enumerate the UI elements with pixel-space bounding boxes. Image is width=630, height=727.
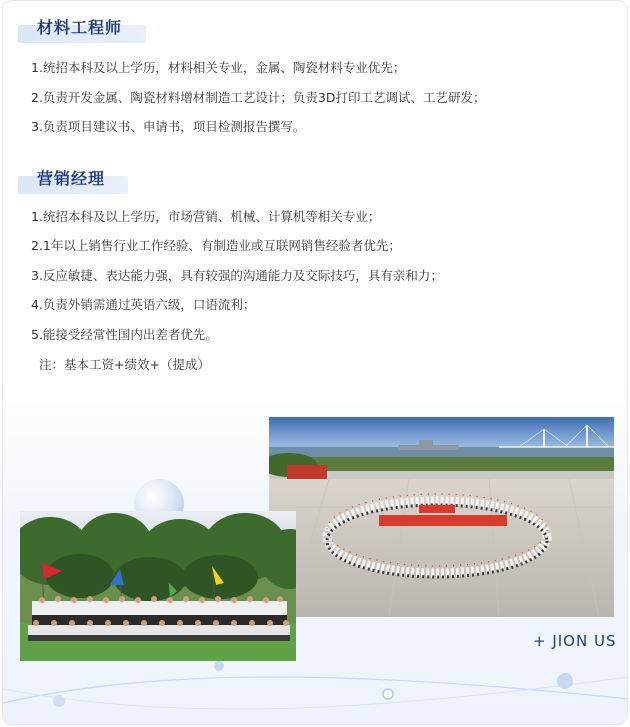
salary-note: 注：基本工资+绩效+（提成）: [39, 357, 210, 372]
requirement-item: 1.统招本科及以上学历，市场营销、机械、计算机等相关专业；: [31, 209, 381, 224]
requirement-item: 5.能接受经常性国内出差者优先。: [31, 327, 218, 342]
section-title-marketing-manager: 营销经理: [37, 169, 106, 188]
requirement-item: 4.负责外销需通过英语六级，口语流利；: [31, 297, 256, 312]
requirement-item: 3.负责项目建议书、申请书，项目检测报告撰写。: [31, 119, 306, 134]
recruitment-panel: [2, 0, 628, 725]
decorative-waves: [3, 641, 628, 724]
requirement-item: 2.1年以上销售行业工作经验、有制造业或互联网销售经验者优先；: [31, 238, 401, 253]
requirement-item: 3.反应敏捷、表达能力强，具有较强的沟通能力及交际技巧，具有亲和力；: [31, 268, 443, 283]
requirement-item: 1.统招本科及以上学历，材料相关专业，金属、陶瓷材料专业优先；: [31, 60, 406, 75]
team-flags-photo: [20, 511, 296, 661]
requirement-item: 2.负责开发金属、陶瓷材料增材制造工艺设计；负责3D打印工艺调试、工艺研发；: [31, 90, 486, 105]
section-title-materials-engineer: 材料工程师: [37, 18, 123, 37]
team-circle-photo: [269, 417, 614, 617]
join-us-label: + JION US: [533, 632, 617, 650]
team-flags-photo-graphic: [20, 511, 296, 661]
team-circle-photo-graphic: [269, 417, 614, 617]
